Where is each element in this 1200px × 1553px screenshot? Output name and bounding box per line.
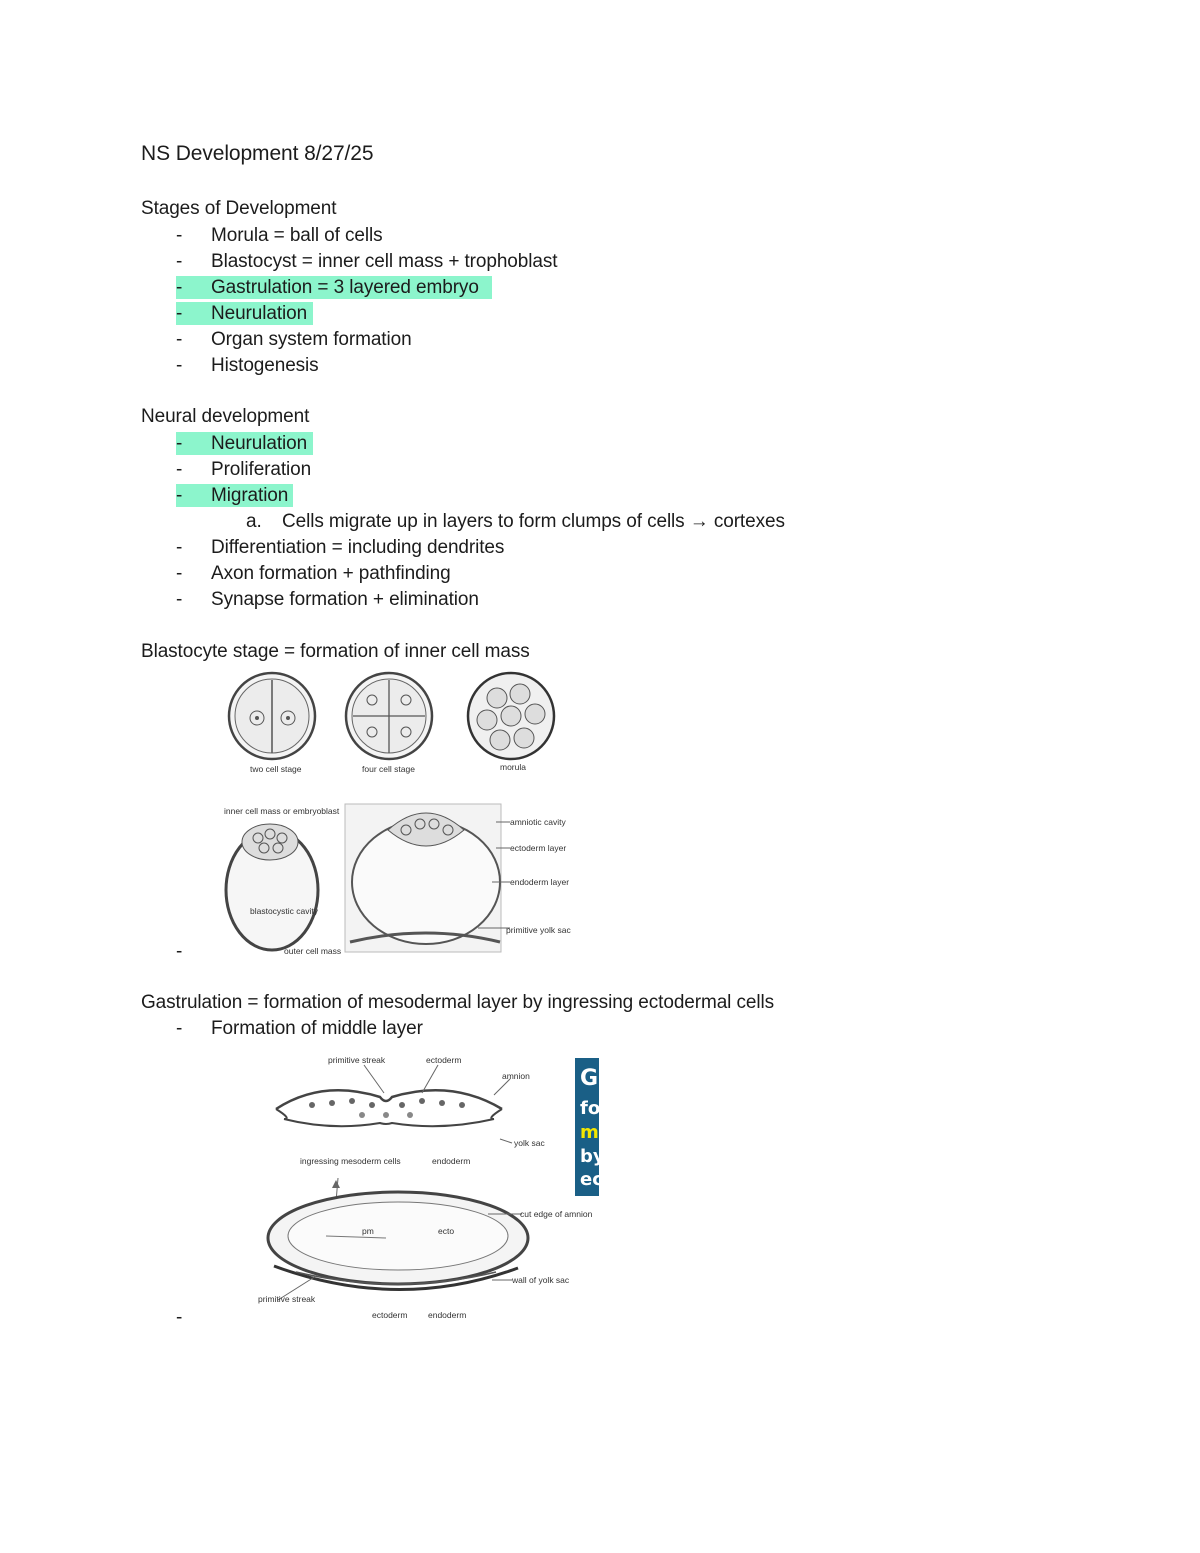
label-ectoderm: ectoderm: [426, 1055, 462, 1065]
stage-item-morula: Morula = ball of cells: [211, 225, 383, 246]
neural-item-axon: Axon formation + pathfinding: [211, 563, 451, 584]
cleavage-stages-figure: [222, 668, 572, 780]
label-amnion: amnion: [502, 1071, 530, 1081]
label-four-cell: four cell stage: [362, 764, 415, 774]
bullet-dash: -: [176, 251, 183, 272]
label-ecto: ecto: [438, 1226, 455, 1236]
streak-section-drawing: [276, 1090, 502, 1126]
embryonic-disc-figure: [256, 1176, 596, 1324]
label-amniotic-cavity: amniotic cavity: [510, 817, 566, 827]
bullet-dash: -: [176, 537, 183, 558]
label-yolk-sac: primitive yolk sac: [506, 925, 571, 935]
four-cell-stage-drawing: [346, 673, 432, 759]
slide-letter-highlight: m: [580, 1122, 599, 1143]
neural-sub-item-migration: Cells migrate up in layers to form clumps of cells → cortexes: [282, 511, 785, 532]
label-endoderm-bottom: endoderm: [428, 1310, 467, 1320]
bullet-dash: -: [176, 303, 183, 324]
slide-letter: fo: [580, 1098, 601, 1119]
stage-item-blastocyst: Blastocyst = inner cell mass + trophoblast: [211, 251, 558, 272]
label-blastocystic-cavity: blastocystic cavity: [250, 906, 319, 916]
label-outer-cell-mass: outer cell mass: [284, 946, 342, 956]
bullet-dash: -: [176, 329, 183, 350]
label-primitive-streak: primitive streak: [328, 1055, 386, 1065]
bullet-dash: -: [176, 433, 183, 454]
label-pm: pm: [362, 1226, 374, 1236]
bullet-dash: -: [176, 1307, 183, 1328]
label-primitive-streak-bottom: primitive streak: [258, 1294, 316, 1304]
label-wall-yolk-sac: wall of yolk sac: [512, 1275, 570, 1285]
label-endoderm: endoderm: [432, 1156, 471, 1166]
label-ectoderm-layer: ectoderm layer: [510, 843, 567, 853]
stage-item-gastrulation: Gastrulation = 3 layered embryo: [211, 277, 479, 298]
gastrulation-item: Formation of middle layer: [211, 1018, 423, 1039]
slide-letter: by: [580, 1146, 605, 1167]
stage-item-neurulation: Neurulation: [211, 303, 308, 324]
bullet-dash: -: [176, 355, 183, 376]
neural-item-synapse: Synapse formation + elimination: [211, 589, 479, 610]
label-cut-edge-amnion: cut edge of amnion: [520, 1209, 593, 1219]
neural-heading: Neural development: [141, 406, 310, 427]
morula-drawing: [468, 673, 554, 759]
label-ingressing-mesoderm: ingressing mesoderm cells: [300, 1156, 401, 1166]
slide-letter: G: [580, 1066, 599, 1091]
bullet-dash: -: [176, 941, 183, 962]
stage-item-histogenesis: Histogenesis: [211, 355, 319, 376]
cropped-slide-panel: [575, 1058, 605, 1196]
bullet-dash: -: [176, 589, 183, 610]
label-morula: morula: [500, 762, 526, 772]
neural-item-migration: Migration: [211, 485, 289, 506]
primitive-streak-section-figure: [262, 1049, 562, 1171]
bullet-dash: -: [176, 225, 183, 246]
bullet-dash: -: [176, 277, 183, 298]
slide-letter: ec: [580, 1169, 603, 1190]
neural-item-proliferation: Proliferation: [211, 459, 312, 480]
stages-heading: Stages of Development: [141, 198, 337, 219]
blastocyst-drawing: [226, 824, 318, 950]
sub-item-marker: a.: [246, 511, 262, 532]
gastrulation-heading: Gastrulation = formation of mesodermal layer by ingressing ectodermal cells: [141, 992, 774, 1013]
two-cell-stage-drawing: [229, 673, 315, 759]
page-title: NS Development 8/27/25: [141, 142, 374, 165]
neural-item-differentiation: Differentiation = including dendrites: [211, 537, 505, 558]
bullet-dash: -: [176, 563, 183, 584]
bullet-dash: -: [176, 459, 183, 480]
label-ectoderm-bottom: ectoderm: [372, 1310, 408, 1320]
embryonic-disc-drawing: [268, 1178, 528, 1290]
label-yolk-sac-top: yolk sac: [514, 1138, 545, 1148]
bilaminar-disc-drawing: [345, 804, 501, 952]
bullet-dash: -: [176, 485, 183, 506]
label-inner-cell-mass: inner cell mass or embryoblast: [224, 806, 340, 816]
blastocyte-heading: Blastocyte stage = formation of inner cell mass: [141, 641, 530, 662]
label-endoderm-layer: endoderm layer: [510, 877, 570, 887]
label-two-cell: two cell stage: [250, 764, 302, 774]
blastocyst-figure: [220, 802, 571, 958]
neural-item-neurulation: Neurulation: [211, 433, 308, 454]
bullet-dash: -: [176, 1018, 183, 1039]
stage-item-organ-system: Organ system formation: [211, 329, 412, 350]
